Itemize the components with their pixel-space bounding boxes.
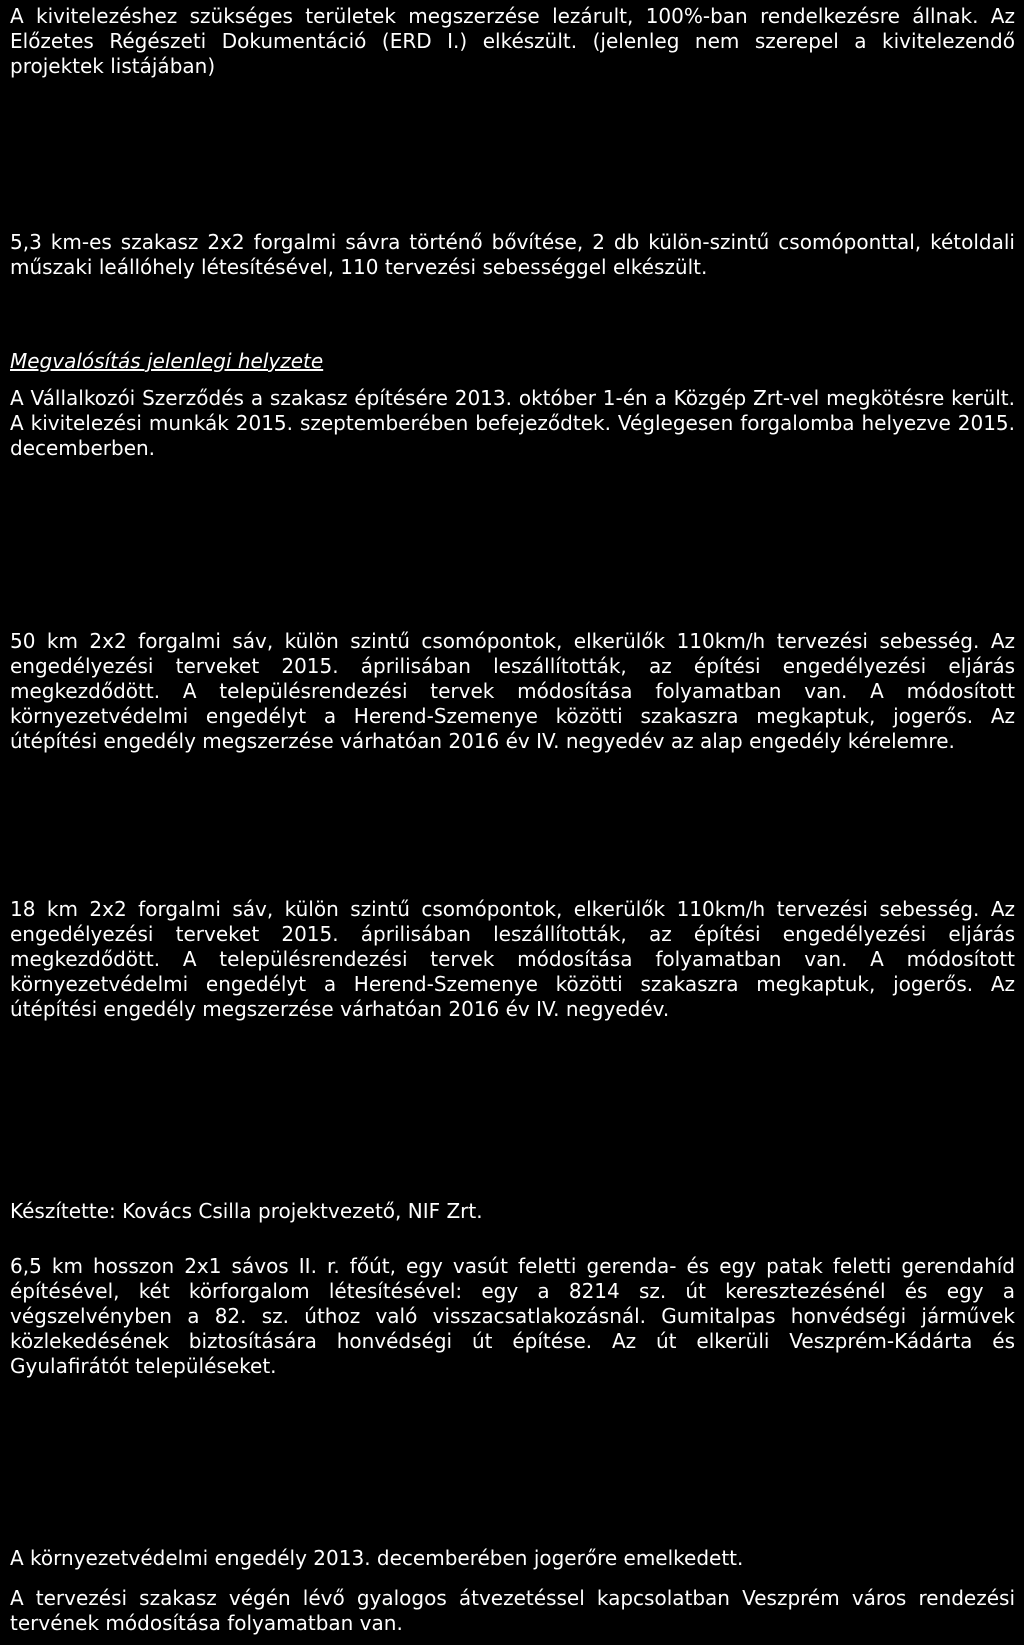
- section-heading-current-status: Megvalósítás jelenlegi helyzete: [10, 349, 324, 373]
- paragraph-pedestrian-crossing: A tervezési szakasz végén lévő gyalogos átvezetéssel kapcsolatban Veszprém város rendezési tervének módosítása folyamatban van.: [10, 1586, 1015, 1635]
- paragraph-env-permit: A környezetvédelmi engedély 2013. decemberében jogerőre emelkedett.: [10, 1546, 744, 1570]
- paragraph-land-acquisition: A kivitelezéshez szükséges területek megszerzése lezárult, 100%-ban rendelkezésre állnak. Az Előzetes Régészeti Dokumentáció (ERD I.) elkészült. (jelenleg nem szerepel a kivitelezendő projektek listájában): [10, 4, 1015, 78]
- paragraph-50km-section: 50 km 2x2 forgalmi sáv, külön szintű csomópontok, elkerülők 110km/h tervezési sebesség. Az engedélyezési terveket 2015. áprilisában leszállították, az építési engedélyezési eljárás megkezdődött. A településrendezési tervek módosítása folyamatban van. A módosított környezetvédelmi engedélyt a Herend-Szemenye közötti szakaszra megkaptuk, jogerős. Az útépítési engedély megszerzése várhatóan 2016 év IV. negyedév az alap engedély kérelemre.: [10, 629, 1015, 753]
- paragraph-6km-road: 6,5 km hosszon 2x1 sávos II. r. főút, egy vasút feletti gerenda- és egy patak feletti gerendahíd építésével, két körforgalom létesítésével: egy a 8214 sz. út keresztezésénél és egy a végszelvényben a 82. sz. úthoz való visszacsatlakozásnál. Gumitalpas honvédségi járművek közlekedésének biztosítására honvédségi út építése. Az út elkerüli Veszprém-Kádárta és Gyulafirátót településeket.: [10, 1254, 1015, 1378]
- author-line: Készítette: Kovács Csilla projektvezető, NIF Zrt.: [10, 1199, 483, 1223]
- paragraph-contract-status: A Vállalkozói Szerződés a szakasz építésére 2013. október 1-én a Közgép Zrt-vel megkötésre került. A kivitelezési munkák 2015. szeptemberében befejeződtek. Véglegesen forgalomba helyezve 2015. decemberben.: [10, 386, 1015, 460]
- paragraph-section-widening: 5,3 km-es szakasz 2x2 forgalmi sávra történő bővítése, 2 db külön-szintű csomóponttal, kétoldali műszaki leállóhely létesítésével, 110 tervezési sebességgel elkészült.: [10, 230, 1015, 279]
- paragraph-18km-section: 18 km 2x2 forgalmi sáv, külön szintű csomópontok, elkerülők 110km/h tervezési sebesség. Az engedélyezési terveket 2015. áprilisában leszállították, az építési engedélyezési eljárás megkezdődött. A településrendezési tervek módosítása folyamatban van. A módosított környezetvédelmi engedélyt a Herend-Szemenye közötti szakaszra megkaptuk, jogerős. Az útépítési engedély megszerzése várhatóan 2016 év IV. negyedév.: [10, 897, 1015, 1021]
